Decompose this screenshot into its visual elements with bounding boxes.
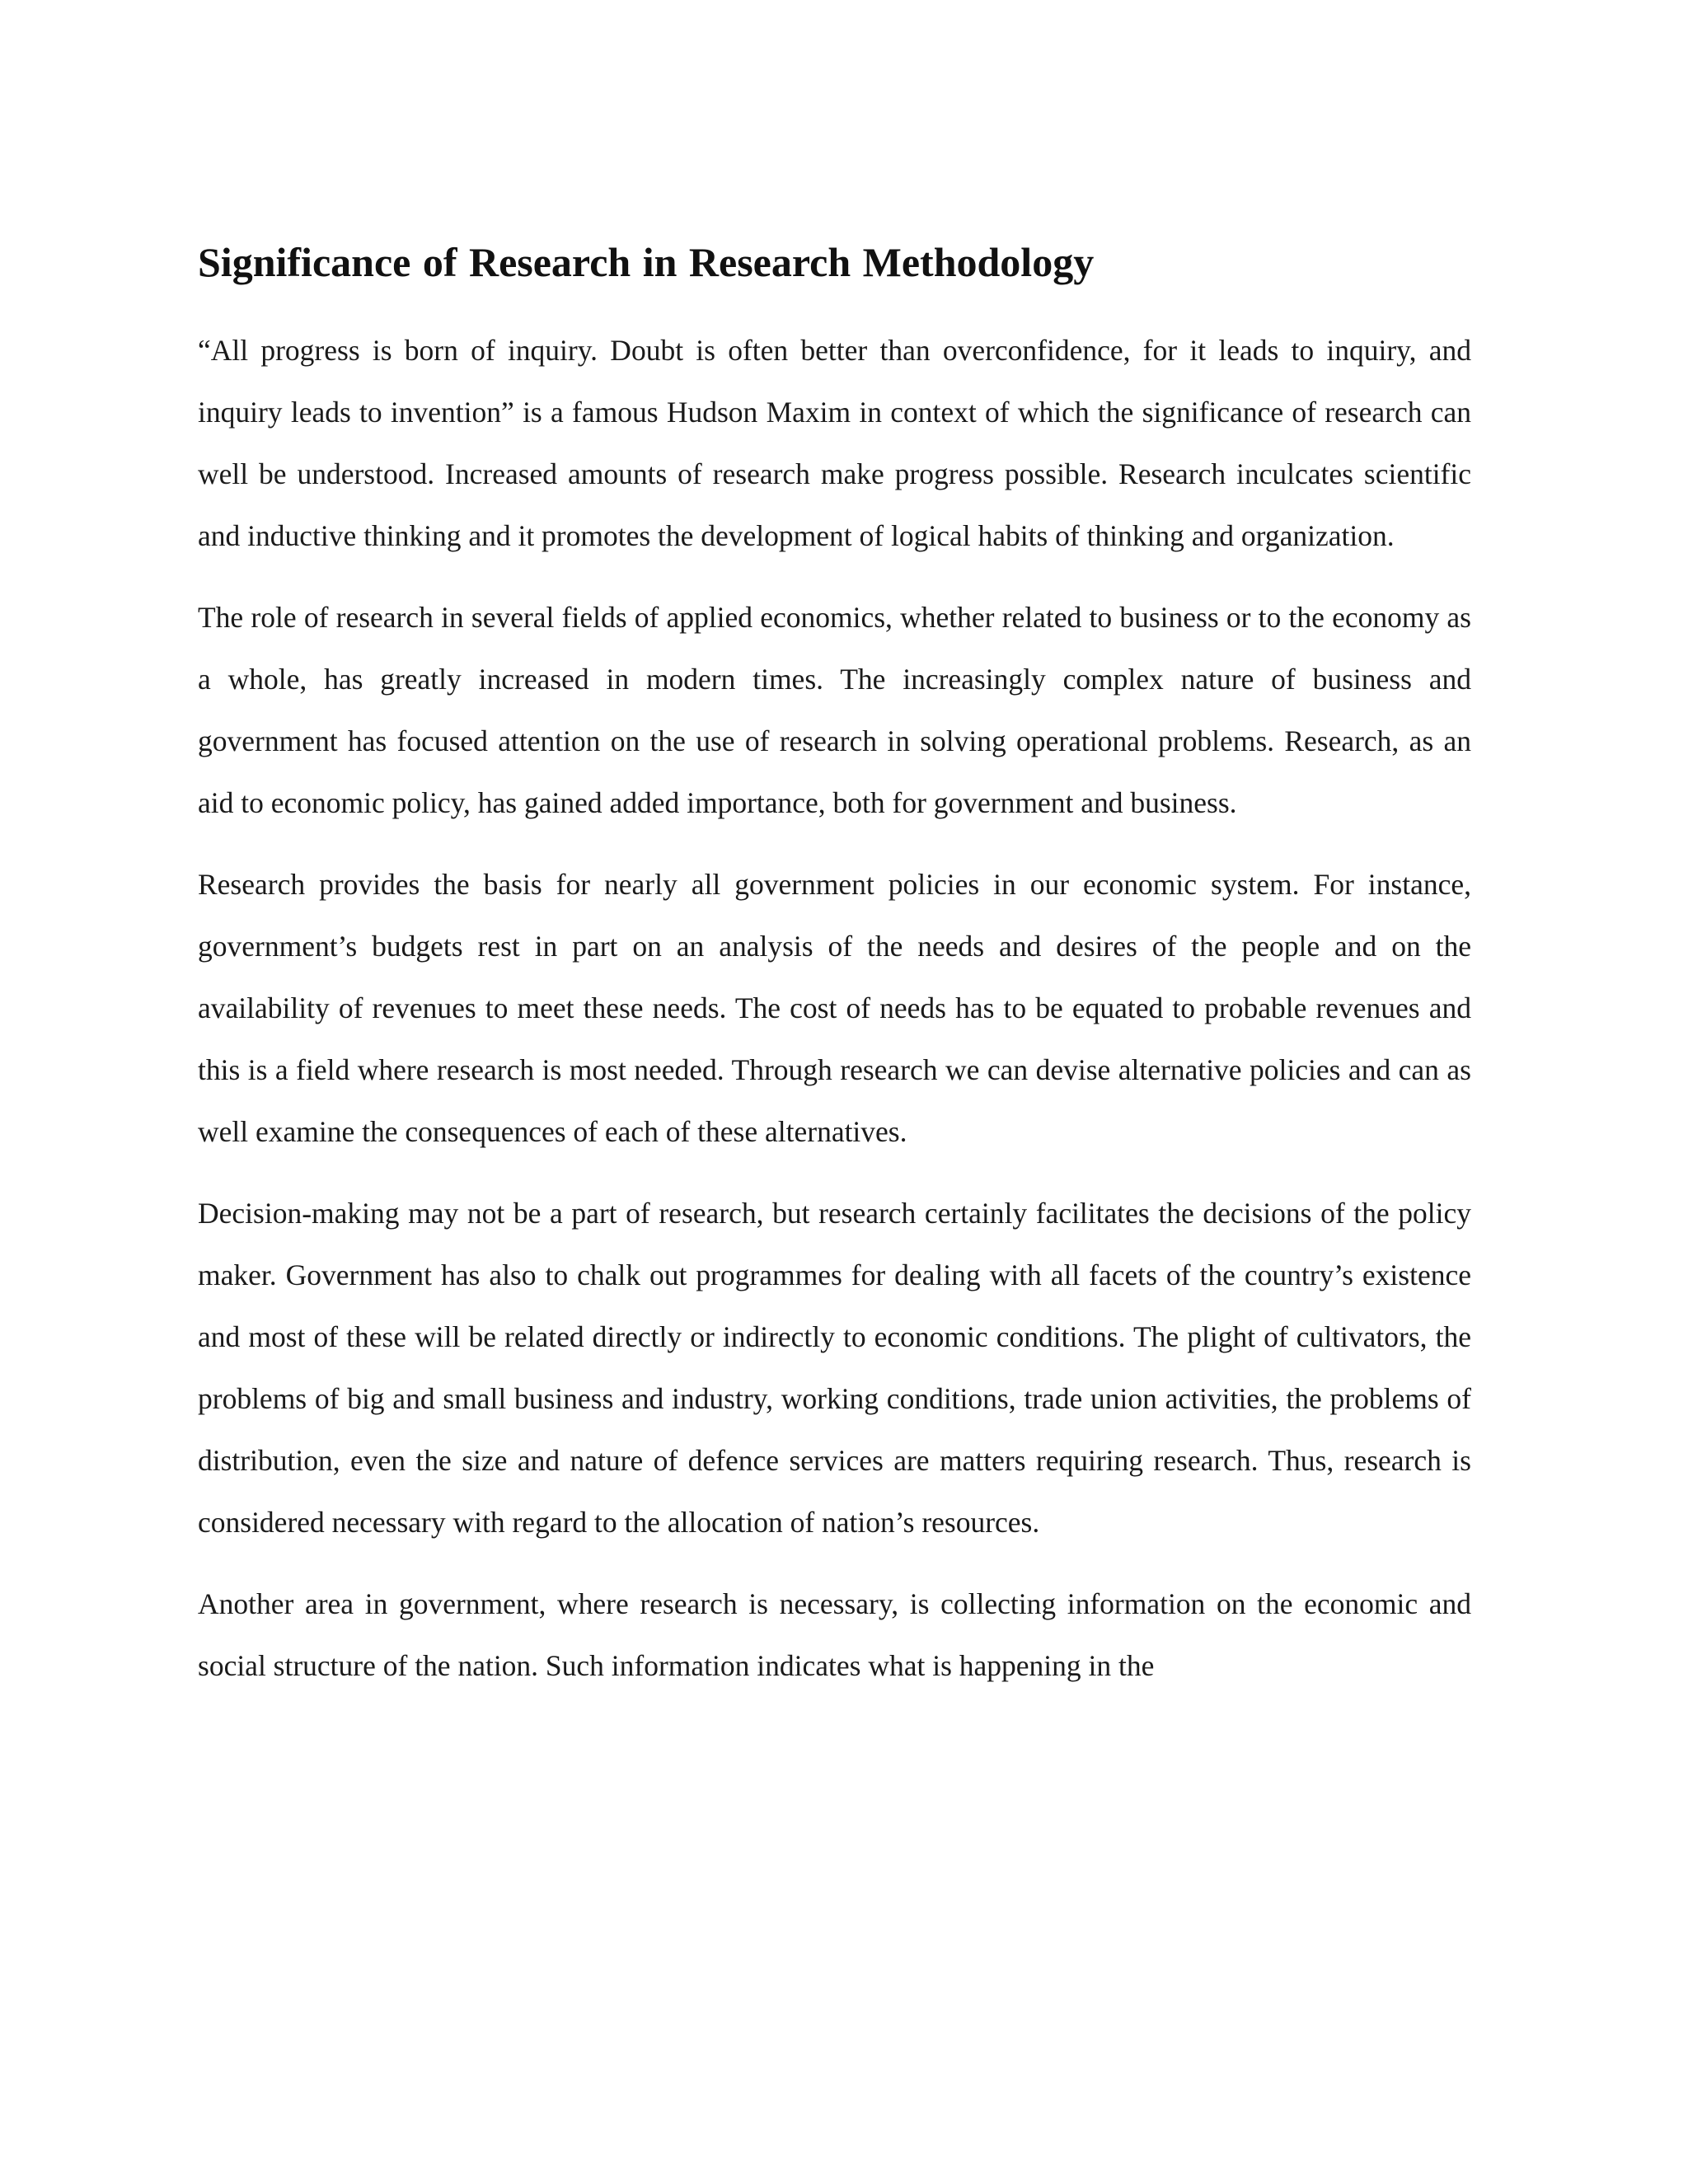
paragraph-2: The role of research in several fields of applied economics, whether related to business or to the economy as a whole, has greatly increased in modern times. The increasingly complex nature of business and government has focused attention on the use of research in solving operational problems. Research, as an aid to economic policy, has gained added importance, both for government and business. [198, 601, 1471, 819]
paragraph-4: Decision-making may not be a part of research, but research certainly facilitates the decisions of the policy maker. Government has also to chalk out programmes for dealing with all facets of the country’s existence and most of these will be related directly or indirectly to economic conditions. The plight of cultivators, the problems of big and small business and industry, working conditions, trade union activities, the problems of distribution, even the size and nature of defence services are matters requiring research. Thus, research is considered necessary with regard to the allocation of nation’s resources. [198, 1197, 1471, 1539]
document-body [198, 236, 1471, 1717]
document-title: Significance of Research in Research Methodology [198, 239, 1095, 285]
paragraph-3: Research provides the basis for nearly all government policies in our economic system. For instance, government’s budgets rest in part on an analysis of the needs and desires of the people and on the availability of revenues to meet these needs. The cost of needs has to be equated to probable revenues and this is a field where research is most needed. Through research we can devise alternative policies and can as well examine the consequences of each of these alternatives. [198, 868, 1471, 1148]
paragraph-5: Another area in government, where research is necessary, is collecting information on the economic and social structure of the nation. Such information indicates what is happening in the [198, 1587, 1471, 1682]
paragraph-1: “All progress is born of inquiry. Doubt is often better than overconfidence, for it leads to inquiry, and inquiry leads to invention” is a famous Hudson Maxim in context of which the significance of research can well be understood. Increased amounts of research make progress possible. Research inculcates scientific and inductive thinking and it promotes the development of logical habits of thinking and organization. [198, 334, 1471, 552]
